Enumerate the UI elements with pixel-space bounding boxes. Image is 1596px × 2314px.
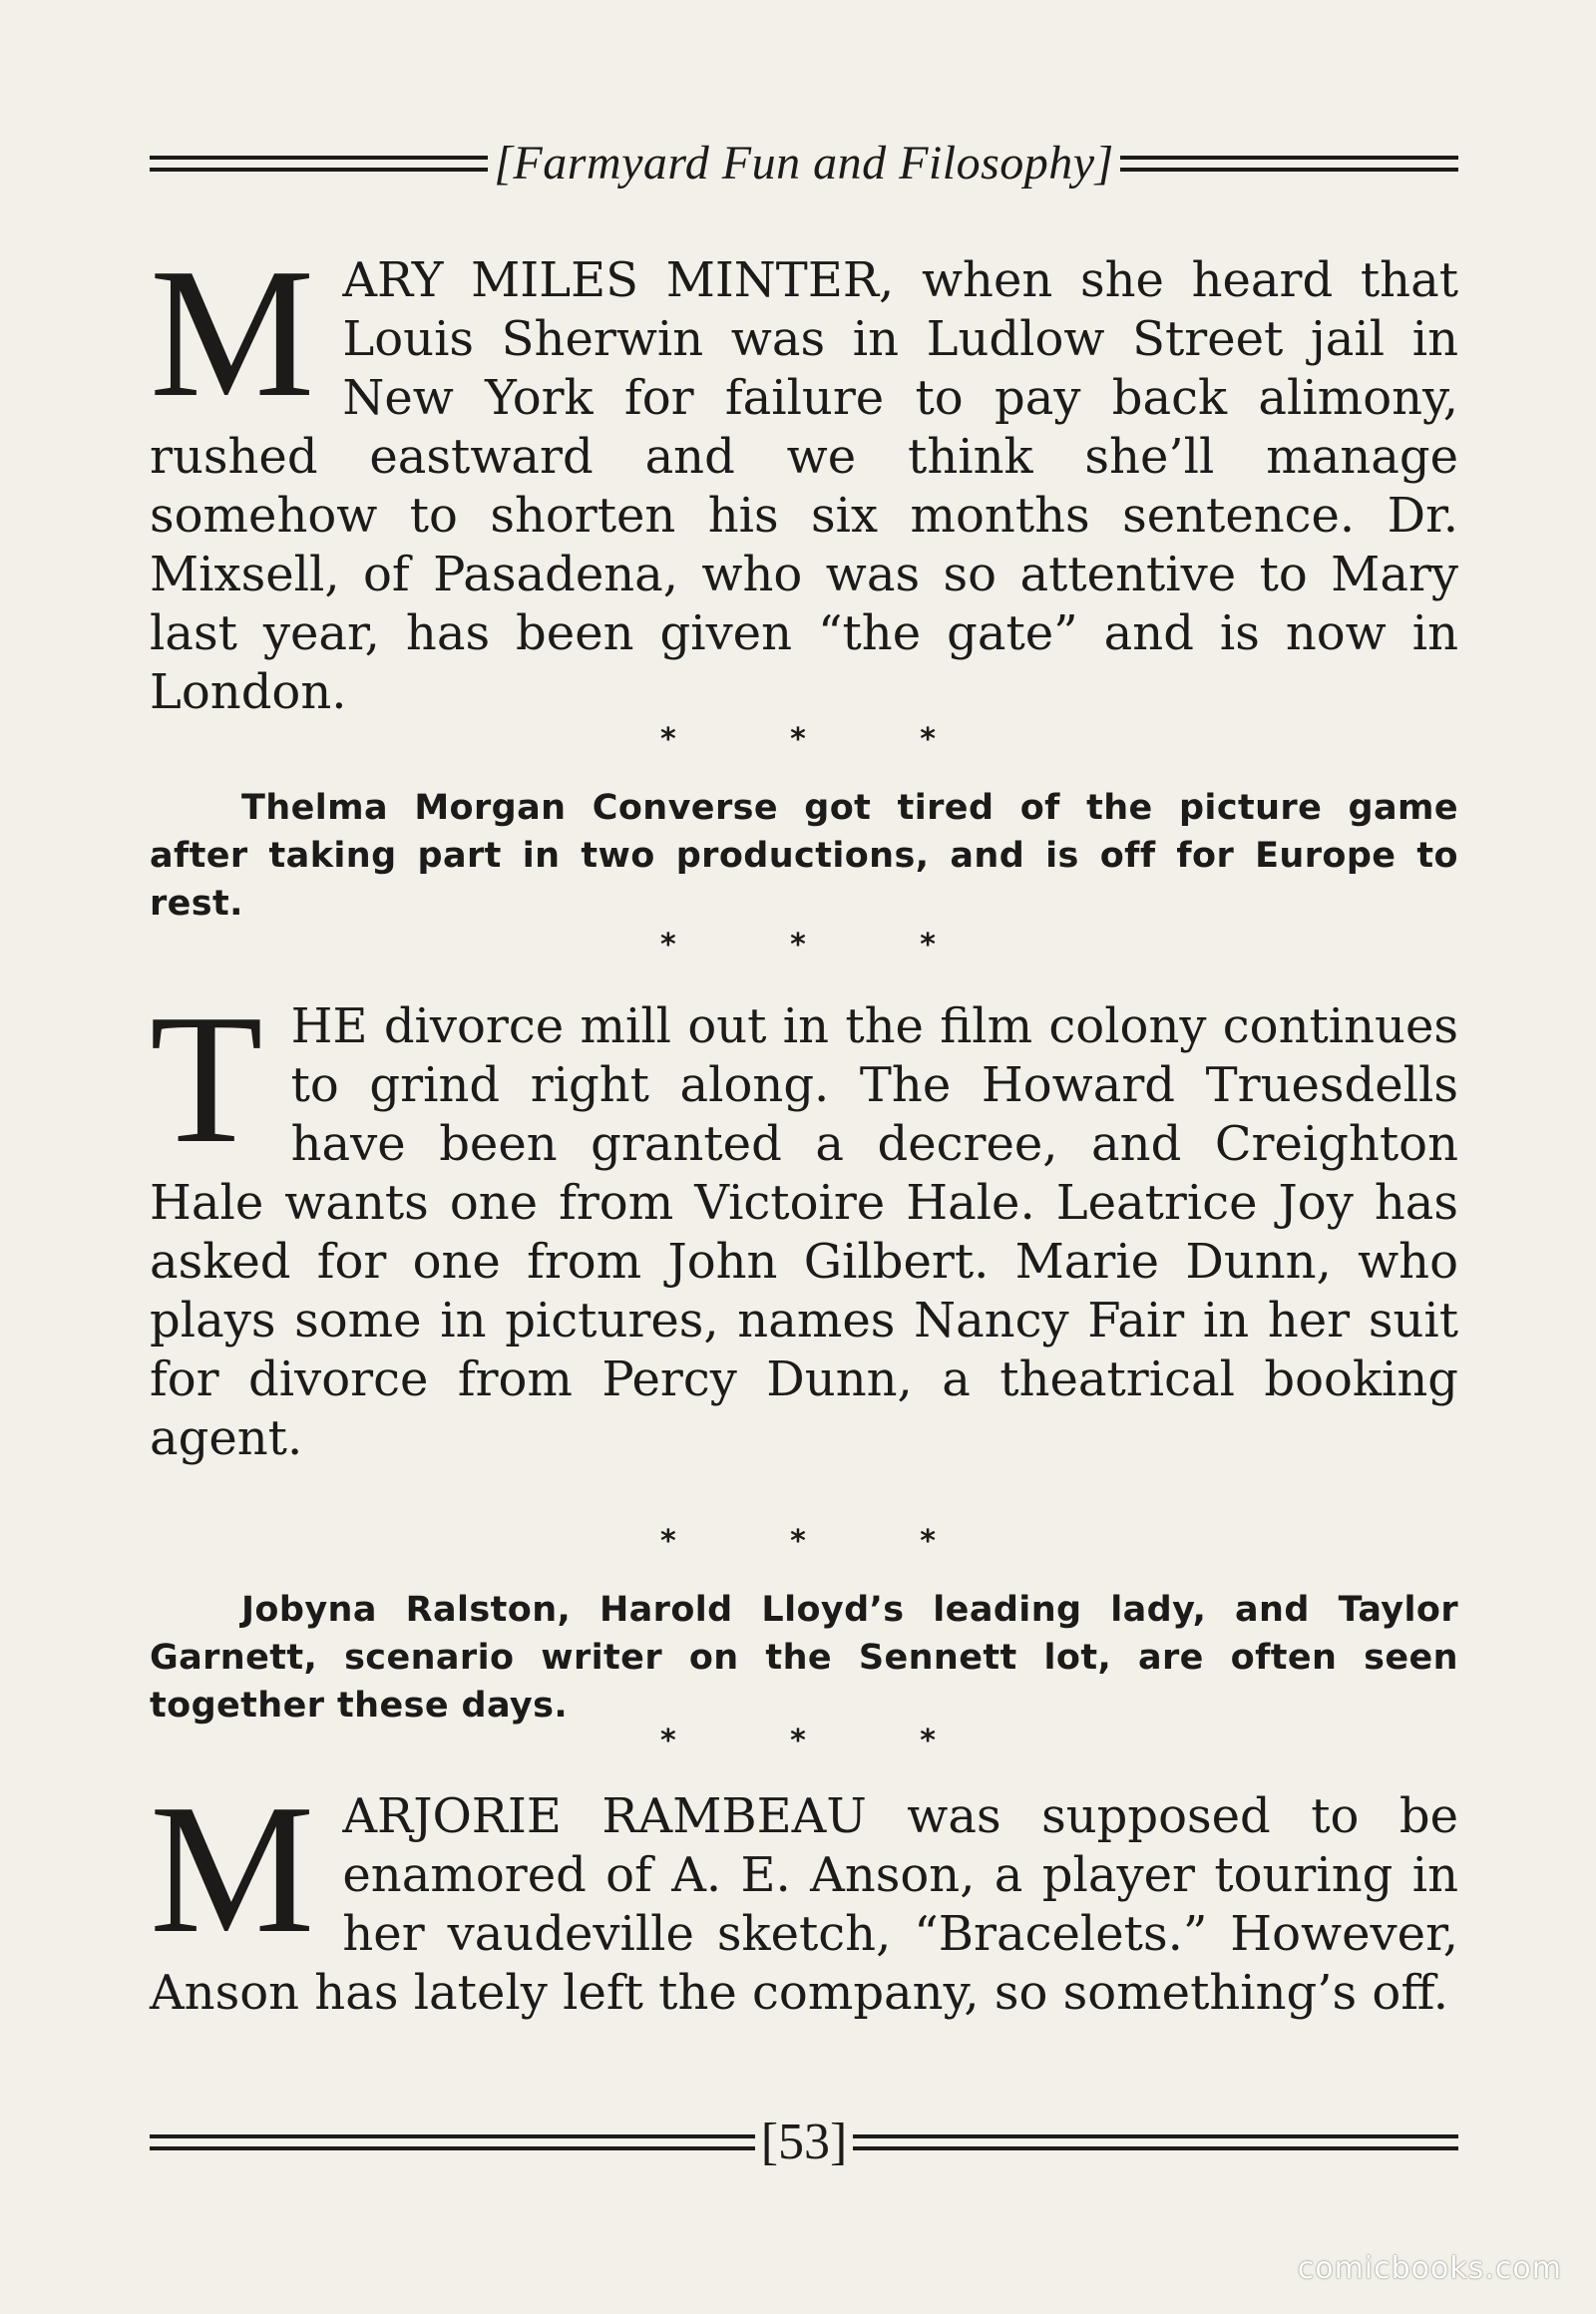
watermark: comicbooks.com	[1297, 2251, 1562, 2286]
separator-stars: * * *	[660, 1724, 988, 1758]
header-rule-left	[150, 156, 488, 172]
article-marjorie-rambeau	[150, 1766, 1458, 2023]
article-mary-miles-minter	[150, 230, 1458, 722]
page-number: [53]	[760, 2114, 848, 2170]
separator-stars: * * *	[660, 1524, 988, 1559]
drop-cap: M	[150, 230, 315, 436]
running-head-title: [Farmyard Fun and Filosophy]	[494, 137, 1114, 190]
footer-rule-right	[853, 2134, 1458, 2150]
running-footer	[150, 2113, 1458, 2171]
drop-cap: T	[150, 976, 263, 1182]
drop-cap: M	[150, 1766, 315, 1972]
article-body: ARY MILES MINTER, when she heard that Louis Sherwin was in Ludlow Street jail in New York for failure to pay back alimony, rushed eastward and we think she’ll manage somehow to shorten his six months sentence. Dr. Mixsell, of Pasadena, who was so attentive to Mary last year, has been given “the gate” and is now in London.	[150, 252, 1458, 720]
footer-rule-left	[150, 2134, 755, 2150]
separator-stars: * * *	[660, 928, 988, 963]
article-divorce-mill	[150, 976, 1458, 1468]
article-body: ARJORIE RAMBEAU was supposed to be enamored of A. E. Anson, a player touring in her vaudeville sketch, “Bracelets.” However, Anson has lately left the company, so something’s off.	[150, 1788, 1458, 2021]
note-jobyna-ralston: Jobyna Ralston, Harold Lloyd’s leading lady, and Taylor Garnett, scenario writer on the Sennett lot, are often seen together these days.	[150, 1590, 1458, 1726]
article-body: HE divorce mill out in the film colony continues to grind right along. The Howard Truesdells have been granted a decree, and Creighton Hale wants one from Victoire Hale. Leatrice Joy has asked for one from John Gilbert. Marie Dunn, who plays some in pictures, names Nancy Fair in her suit for divorce from Percy Dunn, a theatrical booking agent.	[150, 998, 1458, 1466]
header-rule-right	[1120, 156, 1458, 172]
running-header	[150, 136, 1458, 191]
separator-stars: * * *	[660, 722, 988, 757]
note-thelma-morgan: Thelma Morgan Converse got tired of the picture game after taking part in two productions, and is off for Europe to rest.	[150, 788, 1458, 924]
